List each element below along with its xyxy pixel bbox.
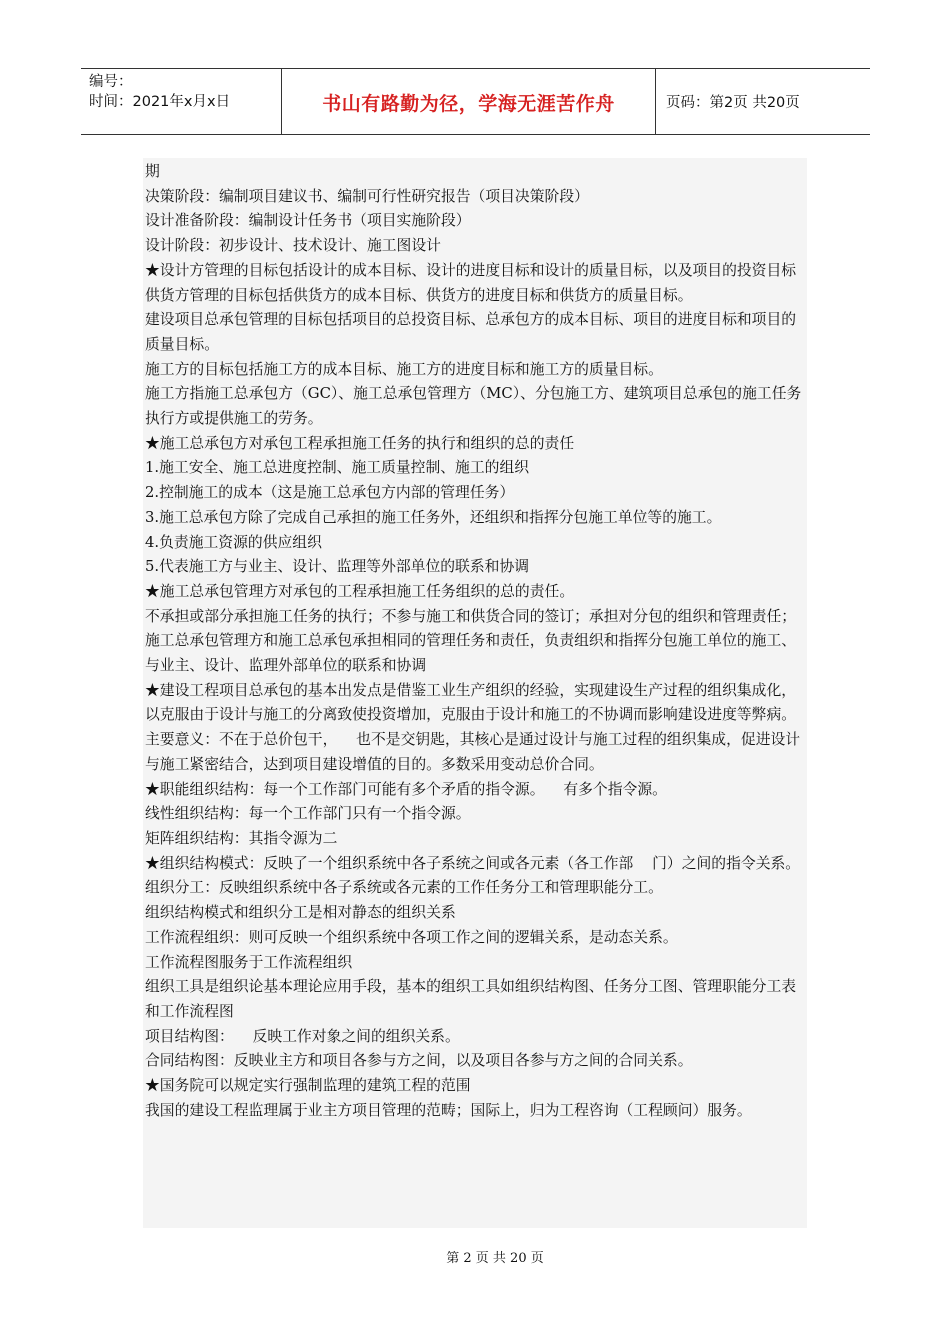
page-header bbox=[81, 68, 870, 135]
document-number-label: 编号： bbox=[89, 74, 133, 90]
document-body bbox=[143, 158, 807, 1228]
body-line: ★建设工程项目总承包的基本出发点是借鉴工业生产组织的经验，实现建设生产过程的组织集成化，以克服由于设计与施工的分离致使投资增加，克服由于设计和施工的不协调而影响建设进度等弊病。主要意义：不在于总价包干， 也不是交钥匙，其核心是通过设计与施工过程的组织集成，促进设计与施工紧密结合，达到项目建设增值的目的。多数采用变动总价合同。 bbox=[145, 681, 801, 773]
body-line: 决策阶段：编制项目建议书、编制可行性研究报告（项目决策阶段） bbox=[145, 187, 589, 205]
body-line: 2.控制施工的成本（这是施工总承包方内部的管理任务） bbox=[145, 484, 515, 502]
body-line: 5.代表施工方与业主、设计、监理等外部单位的联系和协调 bbox=[145, 558, 530, 576]
body-line: 建设项目总承包管理的目标包括项目的总投资目标、总承包方的成本目标、项目的进度目标和项目的质量目标。 bbox=[145, 311, 797, 353]
body-line: 组织结构模式和组织分工是相对静态的组织关系 bbox=[145, 904, 456, 922]
header-motto: 书山有路勤为径，学海无涯苦作舟 bbox=[322, 93, 615, 115]
body-line: 期 bbox=[145, 163, 160, 180]
body-line: ★职能组织结构：每一个工作部门可能有多个矛盾的指令源。 有多个指令源。 bbox=[145, 780, 667, 798]
header-page-cell bbox=[656, 69, 870, 134]
document-time-label: 时间：2021年x月x日 bbox=[89, 94, 231, 110]
body-line: 施工方的目标包括施工方的成本目标、施工方的进度目标和施工方的质量目标。 bbox=[145, 360, 663, 378]
body-line: 合同结构图：反映业主方和项目各参与方之间，以及项目各参与方之间的合同关系。 bbox=[145, 1052, 693, 1070]
body-line: ★国务院可以规定实行强制监理的建筑工程的范围 bbox=[145, 1077, 471, 1095]
body-line: 矩阵组织结构：其指令源为二 bbox=[145, 829, 338, 847]
body-line: 组织分工：反映组织系统中各子系统或各元素的工作任务分工和管理职能分工。 bbox=[145, 879, 663, 897]
body-line: 项目结构图： 反映工作对象之间的组织关系。 bbox=[145, 1027, 460, 1045]
body-line: 我国的建设工程监理属于业主方项目管理的范畴；国际上，归为工程咨询（工程顾问）服务。 bbox=[145, 1101, 752, 1119]
body-line: 3.施工总承包方除了完成自己承担的施工任务外，还组织和指挥分包施工单位等的施工。 bbox=[145, 508, 722, 526]
body-line: ★设计方管理的目标包括设计的成本目标、设计的进度目标和设计的质量目标，以及项目的投资目标 bbox=[145, 261, 797, 279]
body-line: 供货方管理的目标包括供货方的成本目标、供货方的进度目标和供货方的质量目标。 bbox=[145, 286, 693, 304]
body-line: 施工方指施工总承包方（GC）、施工总承包管理方（MC）、分包施工方、建筑项目总承包的施工任务执行方或提供施工的劳务。 bbox=[145, 385, 802, 428]
page-footer: 第 2 页 共 20 页 bbox=[446, 1251, 544, 1266]
header-page-number: 页码：第2页 共20页 bbox=[666, 95, 800, 111]
header-motto-cell bbox=[282, 69, 656, 134]
body-line: 线性组织结构：每一个工作部门只有一个指令源。 bbox=[145, 805, 471, 823]
body-line: 工作流程组织：则可反映一个组织系统中各项工作之间的逻辑关系，是动态关系。 bbox=[145, 928, 678, 946]
body-line: 不承担或部分承担施工任务的执行；不参与施工和供货合同的签订；承担对分包的组织和管理责任；施工总承包管理方和施工总承包承担相同的管理任务和责任，负责组织和指挥分包施工单位的施工、与业主、设计、监理外部单位的联系和协调 bbox=[145, 607, 797, 675]
body-line: 工作流程图服务于工作流程组织 bbox=[145, 953, 353, 971]
body-line: 4.负责施工资源的供应组织 bbox=[145, 533, 322, 551]
body-line: 设计准备阶段：编制设计任务书（项目实施阶段） bbox=[145, 212, 471, 230]
header-meta bbox=[81, 69, 282, 134]
body-line: 组织工具是组织论基本理论应用手段，基本的组织工具如组织结构图、任务分工图、管理职能分工表和工作流程图 bbox=[145, 978, 797, 1020]
body-line: 1.施工安全、施工总进度控制、施工质量控制、施工的组织 bbox=[145, 459, 530, 477]
body-line: ★施工总承包管理方对承包的工程承担施工任务组织的总的责任。 bbox=[145, 582, 575, 600]
body-line: ★组织结构模式：反映了一个组织系统中各子系统之间或各元素（各工作部 门）之间的指令关系。 bbox=[145, 854, 801, 872]
body-line: ★施工总承包方对承包工程承担施工任务的执行和组织的总的责任 bbox=[145, 434, 575, 452]
body-line: 设计阶段：初步设计、技术设计、施工图设计 bbox=[145, 237, 441, 255]
